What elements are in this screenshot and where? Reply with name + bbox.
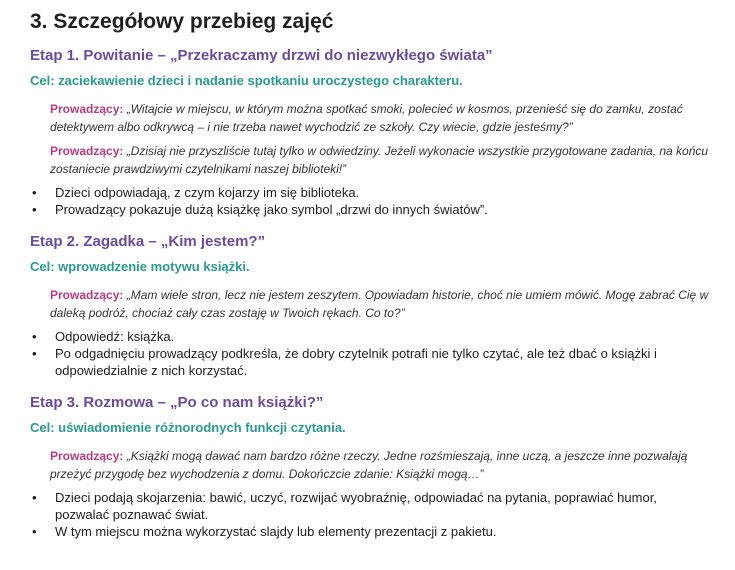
quote-text: „Mam wiele stron, lecz nie jestem zeszytem. Opowiadam historie, choć nie umiem mówić. Mogę zabrać Cię w daleką podróż, chociaż cały czas zostaję w Twoich rękach. Co to?”: [50, 288, 709, 320]
speaker-label: Prowadzący:: [50, 102, 124, 116]
quote-text: „Książki mogą dawać nam bardzo różne rzeczy. Jedne rozśmieszają, inne uczą, a jeszcze inne pozwalają przeżyć przygodę bez wychodzenia z domu. Dokończcie zdanie: Książki mogą…”: [50, 449, 688, 481]
stage-2: [30, 232, 711, 379]
list-item: • Dzieci odpowiadają, z czym kojarzy im się biblioteka.: [30, 184, 711, 201]
bullet-list: [30, 489, 711, 540]
list-item: • Odpowiedź: książka.: [30, 328, 711, 345]
stage-goal: Cel: uświadomienie różnorodnych funkcji czytania.: [30, 420, 346, 435]
list-item: • Dzieci podają skojarzenia: bawić, uczyć, rozwijać wyobraźnię, odpowiadać na pytania, poprawiać humor, pozwalać poznawać świat.: [30, 489, 711, 523]
speaker-quote: [50, 100, 711, 136]
speaker-quote: [50, 286, 711, 322]
bullet-list: [30, 328, 711, 379]
section-title: 3. Szczegółowy przebieg zajęć: [30, 10, 334, 33]
speaker-label: Prowadzący:: [50, 449, 124, 463]
list-item: • W tym miejscu można wykorzystać slajdy lub elementy prezentacji z pakietu.: [30, 523, 711, 540]
stage-title: Etap 3. Rozmowa – „Po co nam książki?”: [30, 394, 324, 411]
quote-text: „Dzisiaj nie przyszliście tutaj tylko w odwiedziny. Jeżeli wykonacie wszystkie przygotowane zadania, na końcu zostaniecie prawdziwymi czytelnikami naszej biblioteki!”: [50, 144, 709, 176]
speaker-label: Prowadzący:: [50, 144, 124, 158]
bullet-list: [30, 184, 711, 218]
list-item: • Po odgadnięciu prowadzący podkreśla, że dobry czytelnik potrafi nie tylko czytać, ale też dbać o książki i odpowiedzialnie z nich korzystać.: [30, 345, 711, 379]
stage-title: Etap 1. Powitanie – „Przekraczamy drzwi do niezwykłego świata”: [30, 47, 493, 64]
stage-title: Etap 2. Zagadka – „Kim jestem?”: [30, 233, 266, 250]
speaker-quote: [50, 447, 711, 483]
list-item: • Prowadzący pokazuje dużą książkę jako symbol „drzwi do innych światów”.: [30, 201, 711, 218]
stage-goal: Cel: wprowadzenie motywu książki.: [30, 259, 250, 274]
speaker-label: Prowadzący:: [50, 288, 124, 302]
stage-1: [30, 46, 711, 218]
quote-text: „Witajcie w miejscu, w którym można spotkać smoki, polecieć w kosmos, przenieść się do zamku, zostać detektywem albo odkrywcą – i nie trzeba nawet wychodzić ze szkoły. Czy wiecie, gdzie jesteśmy?”: [50, 102, 683, 134]
stage-3: [30, 393, 711, 540]
stage-goal: Cel: zaciekawienie dzieci i nadanie spotkaniu uroczystego charakteru.: [30, 73, 463, 88]
speaker-quote: [50, 142, 711, 178]
